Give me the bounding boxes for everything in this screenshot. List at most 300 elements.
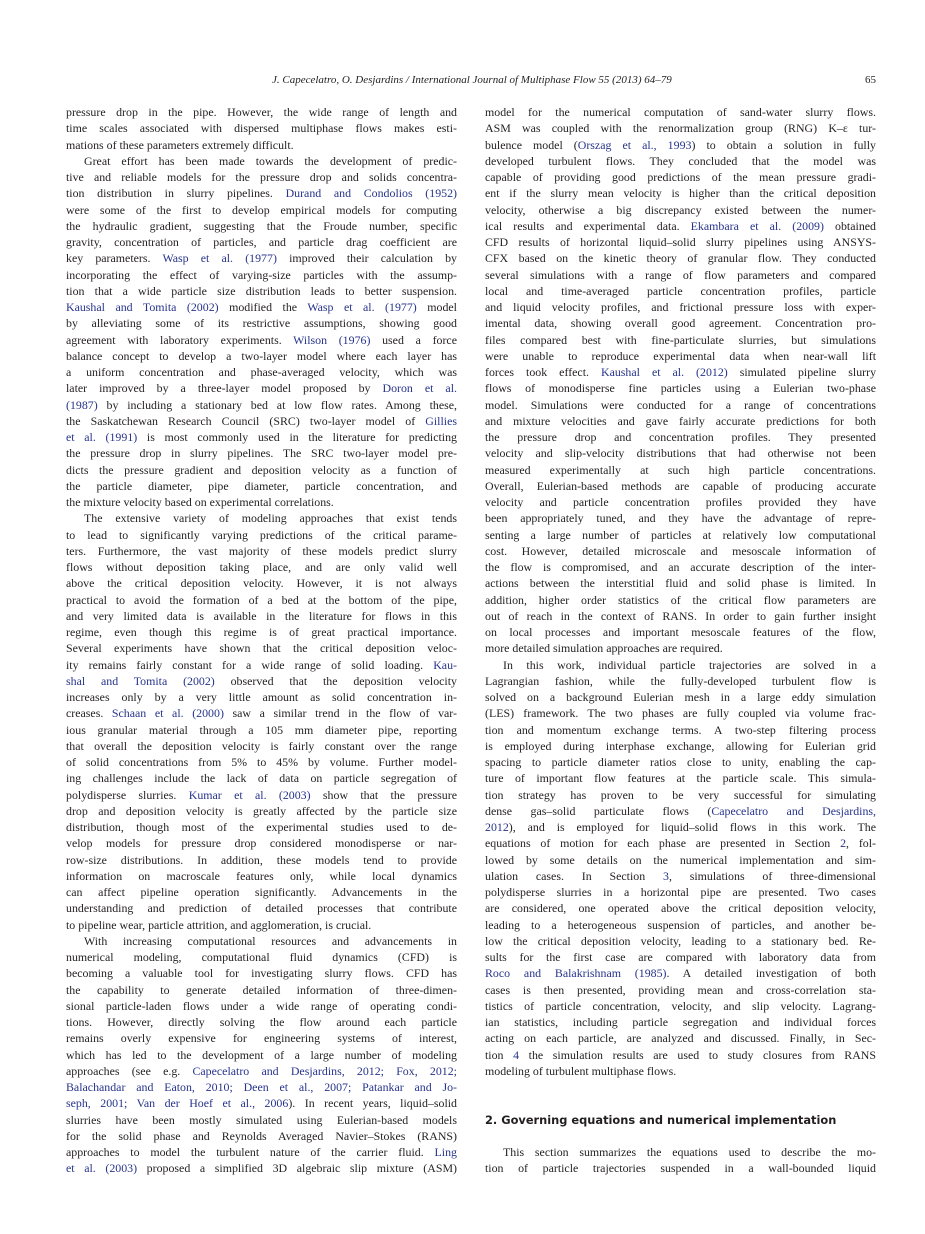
text-run: Lagrangian fashion, while the fully-developed turbulent flow is [485,673,876,688]
text-run: ian statistics, including particle segregation and individual forces [485,1015,876,1029]
text-run: balance concept to develop a two-layer model where each layer has [66,348,457,363]
text-line [66,413,457,429]
text-line [66,1112,457,1128]
citation-link[interactable]: 3 [662,868,669,883]
text-run: measured experimentally at such high particle concentrations. [485,462,876,477]
text-line [66,835,457,851]
text-run: agreement with laboratory experiments. [66,332,294,347]
text-run: ulation cases. In Section [485,868,663,883]
text-line [485,137,876,153]
text-run: that overall the deposition velocity is fairly constant over the range [66,738,457,753]
citation-link[interactable]: 2 [840,836,847,851]
text-run: for the solid phase and Reynolds Averaged Navier–Stokes (RANS) [66,1128,457,1143]
text-line [66,1047,457,1063]
citation-link[interactable]: Capecelatro and Desjardins, [711,803,876,818]
text-line [66,137,457,153]
text-line [66,884,457,900]
text-line [66,234,457,250]
text-run: and very limited data is available in the literature for flows in this [66,608,457,623]
text-line [485,575,876,591]
text-run: tions. However, directly solving the flow around each particle [66,1015,457,1029]
text-run: understanding and prediction of detailed processes that contribute [66,901,457,916]
text-line [485,299,876,315]
citation-link[interactable]: Capecelatro and Desjardins, 2012; Fox, 2012; [192,1063,457,1078]
text-run: are considered, one operated above the critical deposition velocity, [485,901,876,916]
text-run: model [416,300,457,314]
text-run: senting a large number of particles at relatively low computational [485,527,876,542]
text-run: the pressure drop in slurry pipelines. The SRC two-layer model pre- [66,446,457,461]
text-run: out of reach in the context of RANS. In order to gain further insight [485,608,876,623]
text-run: Great effort has been made towards the development of predic- [84,153,457,168]
text-run: tion and momentum exchange terms. A two-step filtering process [485,722,876,737]
text-run: the pressure drop and concentration profiles. They presented [485,430,876,444]
text-run: The extensive variety of modeling approaches that exist tends [84,511,457,526]
text-run: tive and reliable models for the pressure drop and solids concentra- [66,170,457,184]
text-run: tion strategy has proven to be very successful for simulating [485,787,876,802]
paragraph [66,510,457,933]
paragraph [66,153,457,511]
text-run: tion distribution in slurry pipelines. [66,186,286,201]
text-run: In this work, individual particle trajectories are solved in a [503,657,876,672]
text-line [485,510,876,526]
text-run: model. Simulations were conducted for a range of concentrations [485,397,876,412]
text-line [485,543,876,559]
text-run: been appropriately tuned, and they have the advantage of repre- [485,511,876,526]
text-run: . A detailed investigation of both [666,966,876,981]
text-line [66,770,457,786]
citation-link[interactable]: Schaan et al. (2000) [111,706,224,721]
text-run: observed that the deposition velocity [214,673,457,688]
text-line [485,900,876,916]
text-line [485,673,876,689]
text-line [66,299,457,315]
text-line [66,169,457,185]
text-line [485,445,876,461]
text-line [485,478,876,494]
text-line [485,364,876,380]
text-line [66,510,457,526]
page-number: 65 [865,74,876,86]
text-line [66,657,457,673]
text-run: (LES) framework. The two phases are fully coupled via volume frac- [485,706,876,721]
text-run: becoming a valuable tool for investigating slurry flows. CFD has [66,966,457,981]
text-line [485,315,876,331]
text-run: distribution, though most of the experimental studies used to de- [66,820,457,834]
text-run: ical results and experimental data. [485,218,691,233]
text-line [485,104,876,120]
text-line [485,413,876,429]
text-line [485,1014,876,1030]
text-run: of solid concentrations from 5% to 45% by volume. Further model- [66,755,457,769]
text-line [485,169,876,185]
text-run: saw a similar trend in the flow of var- [223,706,457,721]
text-line [66,689,457,705]
citation-link[interactable]: seph, 2001; Van der Hoef et al., 2006 [66,1096,289,1111]
text-run: ) to obtain a solution in fully [691,137,876,152]
text-run: velocity and slip-velocity distributions that had otherwise not been [485,446,876,461]
text-run: velocity, otherwise a big discrepancy existed between the numer- [485,202,876,217]
citation-link[interactable]: shal and Tomita (2002) [66,673,215,688]
text-line [485,348,876,364]
citation-link[interactable]: 4 [513,1047,520,1062]
text-line [66,1063,457,1079]
text-run: ASM was coupled with the renormalization group (RNG) K–ε tur- [485,121,876,136]
text-line [485,202,876,218]
text-line [485,494,876,510]
text-line [485,640,876,656]
text-line [66,1144,457,1160]
text-run: This section summarizes the equations used to describe the mo- [503,1145,876,1159]
text-line [485,998,876,1014]
citation-link[interactable]: Gillies [425,413,457,428]
text-line [485,705,876,721]
citation-link[interactable]: Kaushal et al. (2012) [600,365,728,379]
text-line [66,1079,457,1095]
text-line [66,1160,457,1176]
text-run: developed turbulent flows. They concluded that the model was [485,153,876,168]
text-run: row-size distributions. In addition, these models tend to provide [66,852,457,867]
text-line [66,1030,457,1046]
text-run: were some of the first to develop empirical models for computing [66,202,457,217]
citation-link[interactable]: Wasp et al. (1977) [307,300,417,314]
citation-link[interactable]: Durand and Condolios (1952) [285,186,457,201]
citation-link[interactable]: Roco and Balakrishnam (1985) [485,966,667,981]
text-run: simulated pipeline slurry [727,365,877,379]
text-run: , fol- [846,836,876,851]
citation-link[interactable]: Wasp et al. (1977) [162,251,277,266]
text-run: the particle diameter, pipe diameter, particle concentration, and [66,478,457,493]
text-line [66,429,457,445]
text-line [485,250,876,266]
text-line [66,494,457,510]
text-run: , simulations of three-dimensional [668,868,876,883]
text-run: is most commonly used in the literature for predicting [137,430,457,444]
text-run: flows of monodisperse fine particles using a Eulerian two-phase [485,381,876,396]
text-run: dense gas–solid particulate flows ( [485,803,712,818]
text-line [66,965,457,981]
text-line [485,689,876,705]
text-line [66,445,457,461]
text-line [485,933,876,949]
text-run: time scales associated with dispersed multiphase flows makes esti- [66,121,457,136]
text-line [66,575,457,591]
text-run: and liquid velocity profiles, and frictional pressure loss with exper- [485,300,876,314]
text-line [66,705,457,721]
text-line [485,949,876,965]
text-line [66,624,457,640]
text-line [485,722,876,738]
citation-link[interactable]: Ling [434,1145,457,1159]
text-line [66,738,457,754]
text-run: to pipeline wear, particle attrition, and agglomeration, is crucial. [66,917,372,932]
text-line [66,1014,457,1030]
text-line [66,754,457,770]
text-line [66,787,457,803]
text-run: lowed by some details on the numerical implementation and sim- [485,852,876,867]
text-line [485,527,876,543]
section-heading: 2. Governing equations and numerical implementation [485,1112,837,1127]
text-line [485,1144,876,1160]
text-run: the simulation results are used to study closures from RANS [519,1047,876,1062]
text-run: leading to a heterogeneous suspension of particles, and another be- [485,917,876,932]
text-run: cost. However, detailed microscale and mesoscale information of [485,543,876,558]
text-line [485,754,876,770]
text-run: on local processes and important mesoscale features of the flow, [485,625,876,639]
paragraph [66,104,457,153]
text-run: addition, higher order statistics of the critical flow parameters are [485,592,876,607]
text-line [485,835,876,851]
text-line [485,917,876,933]
text-line [485,884,876,900]
text-line [66,462,457,478]
text-line [66,364,457,380]
text-line [66,559,457,575]
text-run: files compared best with fine-particulate slurries, but simulations [485,332,876,347]
text-line [66,478,457,494]
text-run: gravity, concentration of particles, and particle drag coefficient are [66,235,457,249]
citation-link[interactable]: Kau- [433,657,457,672]
text-line [485,1063,876,1079]
citation-link[interactable]: 2012 [485,820,509,834]
text-run: ). In recent years, liquid–solid [288,1096,457,1111]
text-line [485,852,876,868]
text-line [66,267,457,283]
text-run: sults for the first case are compared with laboratory data from [485,950,876,964]
text-run: remains overly expensive for engineering systems of interest, [66,1031,457,1046]
citation-link[interactable]: Orszag et al., 1993 [577,137,692,152]
text-run: pressure drop in the pipe. However, the wide range of length and [66,105,457,119]
text-line [66,608,457,624]
text-line [485,120,876,136]
text-line [66,640,457,656]
citation-link[interactable]: Ekambara et al. (2009) [690,218,824,233]
text-line [66,852,457,868]
text-run: and mixture velocities and gave fairly accurate predictions for both [485,413,876,428]
text-line [66,283,457,299]
text-run: numerical modeling, computational fluid dynamics (CFD) is [66,950,457,964]
text-line [485,1160,876,1176]
text-run: acting on each particle, are analyzed and discussed. Finally, in Sec- [485,1031,876,1046]
text-run: forces took effect. [485,365,601,379]
text-line [485,185,876,201]
text-line [66,332,457,348]
text-run: to lead to significantly varying predictions of the critical parame- [66,527,457,542]
text-run: solved on a background Eulerian mesh in a large eddy simulation [485,690,876,704]
text-line [66,803,457,819]
text-run: can affect pipeline operation significantly. Advancements in the [66,885,457,899]
text-line [66,933,457,949]
text-run: tion that a wide particle size distribution leads to better suspension. [66,283,457,298]
text-line [66,153,457,169]
text-line [485,397,876,413]
text-line [66,104,457,120]
text-run: polydisperse slurries in a horizontal pipe are presented. Two cases [485,885,876,899]
text-line [485,738,876,754]
text-run: ent if the slurry mean velocity is higher than the critical deposition [485,186,876,201]
citation-link[interactable]: Wilson (1976) [293,332,371,347]
text-line [66,250,457,266]
text-line [66,543,457,559]
text-line [66,819,457,835]
text-run: more detailed simulation approaches are required. [485,641,723,656]
text-line [485,153,876,169]
text-line [66,722,457,738]
text-line [485,803,876,819]
text-run: practical to avoid the formation of a bed at the bottom of the pipe, [66,592,457,607]
text-run: velocity and particle concentration profiles provided they have [485,495,876,509]
text-run: used a force [370,332,457,347]
citation-link[interactable]: (1987) [66,397,98,412]
text-run: actions between the interstitial fluid and solid phase is limited. In [485,576,876,591]
text-run: show that the pressure [310,787,457,802]
text-line [485,770,876,786]
citation-link[interactable]: Balachandar and Eaton, 2010; Deen et al., 2007; Patankar and Jo- [66,1080,457,1094]
text-run: regime, even though this regime is of great practical importance. [66,625,457,639]
text-run: model for the numerical computation of sand-water slurry flows. [485,105,876,119]
text-run: were unable to reproduce experimental data when near-wall lift [485,348,876,363]
text-run: imental data, showing overall good agreement. Concentration pro- [485,316,876,331]
text-run: sional particle-laden flows under a wide range of operating condi- [66,998,457,1013]
text-run: bulence model ( [485,137,578,152]
running-header [66,74,876,90]
text-run: modified the [218,300,308,314]
text-line [485,429,876,445]
citation-link[interactable]: Kumar et al. (2003) [188,787,311,802]
text-run: ing challenges include the lack of data on particle segregation of [66,771,457,786]
text-line [485,332,876,348]
text-run: key parameters. [66,251,163,266]
text-run: later improved by a three-layer model proposed by [66,381,383,396]
text-run: local and time-averaged particle concentration profiles, particle [485,283,876,298]
text-run: cases is then presented, providing mean and cross-correlation sta- [485,982,876,997]
text-run: above the critical deposition velocity. However, it is not always [66,576,457,591]
text-run: a uniform concentration and phase-averaged velocity, which was [66,365,457,379]
text-run: mations of these parameters extremely difficult. [66,137,294,152]
text-line [485,234,876,250]
text-line [66,917,457,933]
text-run: tistics of particle concentration, velocity, and slip velocity. Lagrang- [485,998,876,1013]
text-line [66,185,457,201]
text-line [66,527,457,543]
text-run: creases. [66,706,112,721]
text-run: capable of providing good predictions of the mean pressure gradi- [485,170,876,184]
text-run: incorporating the effect of varying-size particles with the assump- [66,267,457,282]
text-line [66,982,457,998]
text-run: the capability to generate detailed information of three-dimen- [66,982,457,997]
text-line [66,315,457,331]
text-run: CFX based on the kinetic theory of granular flow. They conducted [485,251,876,266]
text-line [485,462,876,478]
text-line [66,218,457,234]
text-run: is employed during interphase exchange, allowing for Eulerian grid [485,738,876,753]
text-line [66,673,457,689]
text-run: by alleviating some of its restrictive assumptions, showing good [66,316,457,331]
text-run: the Saskatchewan Research Council (SRC) two-layer model of [66,413,426,428]
text-run: tion of particle trajectories suspended in a wall-bounded liquid [485,1161,876,1176]
text-run: increases only by a very little amount as solid concentration in- [66,690,457,704]
text-line [66,380,457,396]
text-run: ters. Furthermore, the vast majority of these models predict slurry [66,543,457,558]
text-run: dicts the pressure gradient and deposition velocity as a function of [66,462,457,477]
citation-link[interactable]: Kaushal and Tomita (2002) [66,300,219,314]
text-run: the mixture velocity based on experimental correlations. [66,495,334,509]
text-run: the hydraulic gradient, suggesting that the Froude number, specific [66,218,457,233]
text-line [485,559,876,575]
text-line [66,202,457,218]
text-line [485,218,876,234]
running-title: J. Capecelatro, O. Desjardins / International Journal of Multiphase Flow 55 (2013) 64–79 [272,74,672,86]
text-line [66,868,457,884]
text-line [66,900,457,916]
text-run: With increasing computational resources and advancements in [84,933,457,948]
text-run: slurries have been mostly simulated using Eulerian-based models [66,1112,457,1127]
text-line [485,868,876,884]
text-run: improved their calculation by [276,251,458,266]
paragraph [485,104,876,657]
text-run: obtained [823,218,876,233]
text-line [66,348,457,364]
text-run: several simulations with a range of flow parameters and compared [485,267,876,282]
text-line [66,120,457,136]
text-run: low the critical deposition velocity, leading to a stationary bed. Re- [485,933,876,948]
text-line [66,1128,457,1144]
text-run: polydisperse slurries. [66,787,189,802]
text-line [485,624,876,640]
text-line [485,608,876,624]
text-run: Several experiments have shown that the critical deposition veloc- [66,641,457,656]
text-run: spacing to particle diameter ratios close to unity, enabling the cap- [485,755,876,769]
text-line [485,819,876,835]
text-line [66,1095,457,1111]
text-run: information on macroscale features only, while local dynamics [66,868,457,883]
text-run: ious granular material through a 105 mm diameter pipe, reporting [66,722,457,737]
text-line [66,949,457,965]
text-run: by including a stationary bed at low flow rates. Among these, [97,397,457,412]
text-run: Overall, Eulerian-based methods are capable of producing accurate [485,478,876,493]
text-run: velop models for pressure drop considered monodisperse or nar- [66,836,457,851]
citation-link[interactable]: et al. (1991) [66,430,138,444]
text-line [66,397,457,413]
text-run: ture of important flow features at the particle scale. This simula- [485,771,876,786]
paragraph [485,1144,876,1177]
text-run: ity remains fairly constant for a wide range of solid loading. [66,657,434,672]
left-column [66,104,457,1177]
right-column [485,104,876,1177]
text-run: CFD results of horizontal liquid–solid slurry pipelines using ANSYS- [485,235,876,249]
text-line [66,998,457,1014]
text-run: drop and deposition velocity is greatly affected by the particle size [66,803,457,818]
citation-link[interactable]: et al. (2003) [66,1161,138,1176]
text-run: approaches to model the turbulent nature of the carrier fluid. [66,1145,435,1159]
text-run: ), and is employed for liquid–solid flows in this work. The [508,820,876,834]
text-line [485,1030,876,1046]
text-line [485,965,876,981]
text-line [485,592,876,608]
text-line [485,380,876,396]
text-run: tion [485,1047,514,1062]
text-run: which has led to the development of a large number of modeling [66,1047,457,1062]
text-line [485,267,876,283]
text-run: flows without deposition taking place, and are only valid well [66,560,457,574]
text-run: modeling of turbulent multiphase flows. [485,1063,677,1078]
text-line [66,592,457,608]
text-line [485,657,876,673]
text-run: approaches (see e.g. [66,1063,193,1078]
citation-link[interactable]: Doron et al. [382,381,457,396]
text-line [485,283,876,299]
text-line [485,787,876,803]
text-run: equations of motion for each phase are presented in Section [485,836,841,851]
